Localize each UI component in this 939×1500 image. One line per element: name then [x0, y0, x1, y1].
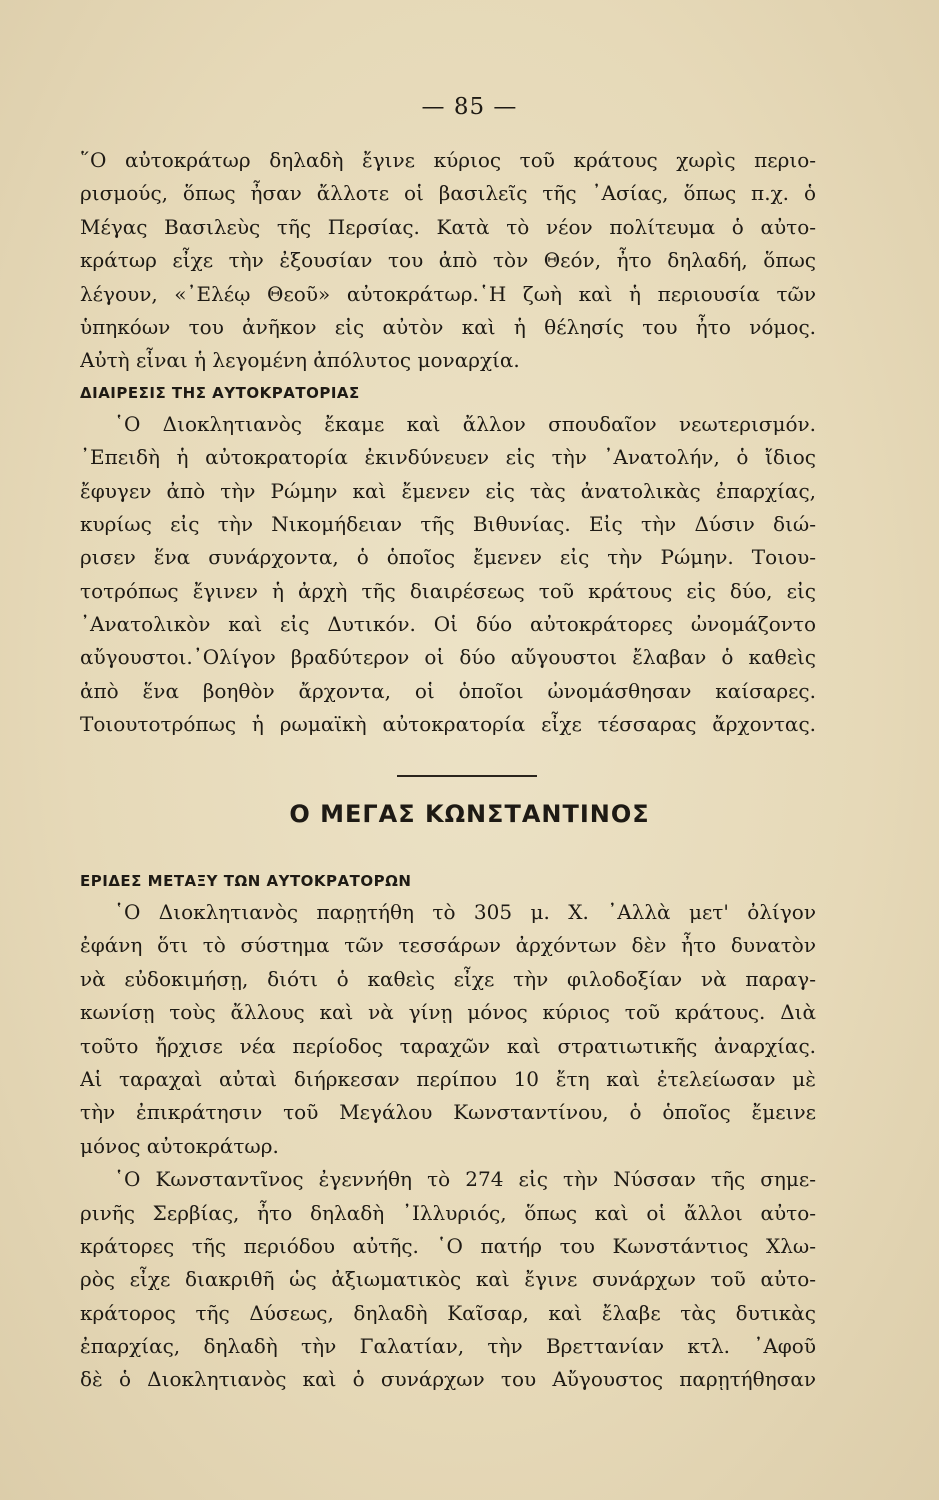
text-line: ἐφάνη ὅτι τὸ σύστημα τῶν τεσσάρων ἀρχόντων δὲν ἦτο δυνατὸν — [80, 933, 816, 958]
text-line: Αἱ ταραχαὶ αὐταὶ διήρκεσαν περίπου 10 ἔτη καὶ ἐτελείωσαν μὲ — [80, 1066, 816, 1091]
page-number: — 85 — — [421, 94, 518, 120]
text-line: δὲ ὁ Διοκλητιανὸς καὶ ὁ συνάρχων του Αὔγουστος παρῃτήθησαν — [80, 1367, 816, 1392]
text-line: κράτορος τῆς Δύσεως, δηλαδὴ Καῖσαρ, καὶ ἔλαβε τὰς δυτικὰς — [80, 1300, 816, 1325]
text-line: ἔφυγεν ἀπὸ τὴν Ρώμην καὶ ἔμενεν εἰς τὰς ἀνατολικὰς ἐπαρχίας, — [80, 478, 816, 503]
text-line: Αὐτὴ εἶναι ἡ λεγομένη ἀπόλυτος μοναρχία. — [80, 348, 520, 373]
chapter-title: Ο ΜΕΓΑΣ ΚΩΝΣΤΑΝΤΙΝΟΣ — [289, 800, 650, 828]
text-line: ρισεν ἕνα συνάρχοντα, ὁ ὁποῖος ἔμενεν εἰς τὴν Ρώμην. Τοιου- — [80, 545, 816, 570]
text-line: τὴν ἐπικράτησιν τοῦ Μεγάλου Κωνσταντίνου, ὁ ὁποῖος ἔμεινε — [80, 1100, 816, 1125]
text-line: ἀπὸ ἕνα βοηθὸν ἄρχοντα, οἱ ὁποῖοι ὠνομάσθησαν καίσαρες. — [80, 678, 816, 703]
text-line: Μέγας Βασιλεὺς τῆς Περσίας. Κατὰ τὸ νέον πολίτευμα ὁ αὐτο- — [80, 214, 816, 239]
text-line: Τοιουτοτρόπως ἡ ρωμαϊκὴ αὐτοκρατορία εἶχε τέσσαρας ἄρχοντας. — [80, 712, 816, 737]
text-line: ἐπαρχίας, δηλαδὴ τὴν Γαλατίαν, τὴν Βρεττανίαν κτλ. ᾿Αφοῦ — [80, 1334, 816, 1359]
text-line: ῾Ο Κωνσταντῖνος ἐγεννήθη τὸ 274 εἰς τὴν Νύσσαν τῆς σημε- — [114, 1167, 816, 1192]
text-line: κωνίσῃ τοὺς ἄλλους καὶ νὰ γίνῃ μόνος κύριος τοῦ κράτους. Διὰ — [80, 1000, 816, 1025]
section-autocracy — [80, 144, 816, 742]
text-line: κράτωρ εἶχε τὴν ἐξουσίαν του ἀπὸ τὸν Θεόν, ἦτο δηλαδή, ὅπως — [80, 248, 816, 273]
text-line: ρισμούς, ὅπως ἦσαν ἄλλοτε οἱ βασιλεῖς τῆς ᾿Ασίας, ὅπως π.χ. ὁ — [80, 181, 816, 206]
text-line: αὔγουστοι.᾿Ολίγον βραδύτερον οἱ δύο αὔγουστοι ἔλαβαν ὁ καθεὶς — [80, 645, 816, 670]
text-line: ῾Ο Διοκλητιανὸς ἔκαμε καὶ ἄλλον σπουδαῖον νεωτερισμόν. — [114, 411, 816, 436]
text-line: κυρίως εἰς τὴν Νικομήδειαν τῆς Βιθυνίας. Εἰς τὴν Δύσιν διώ- — [80, 511, 816, 536]
text-line: ρινῆς Σερβίας, ἦτο δηλαδὴ ᾿Ιλλυριός, ὅπως καὶ οἱ ἄλλοι αὐτο- — [80, 1200, 816, 1225]
text-line: τοῦτο ἤρχισε νέα περίοδος ταραχῶν καὶ στρατιωτικῆς ἀναρχίας. — [80, 1033, 816, 1058]
section-subheading: ΕΡΙΔΕΣ ΜΕΤΑΞΥ ΤΩΝ ΑΥΤΟΚΡΑΤΟΡΩΝ — [80, 872, 412, 890]
text-line: μόνος αὐτοκράτωρ. — [80, 1133, 279, 1158]
text-line: τοτρόπως ἔγινεν ἡ ἀρχὴ τῆς διαιρέσεως τοῦ κράτους εἰς δύο, εἰς — [80, 578, 816, 603]
text-line: ρὸς εἶχε διακριθῆ ὡς ἀξιωματικὸς καὶ ἔγινε συνάρχων τοῦ αὐτο- — [80, 1267, 816, 1292]
text-line: ὑπηκόων του ἀνῆκον εἰς αὐτὸν καὶ ἡ θέλησίς του ἦτο νόμος. — [80, 314, 816, 339]
text-line: λέγουν, «᾿Ελέῳ Θεοῦ» αὐτοκράτωρ.῾Η ζωὴ καὶ ἡ περιουσία τῶν — [80, 281, 816, 306]
section-subheading: ΔΙΑΙΡΕΣΙΣ ΤΗΣ ΑΥΤΟΚΡΑΤΟΡΙΑΣ — [80, 383, 360, 402]
section-divider — [397, 775, 537, 777]
text-line: ῾Ο Διοκλητιανὸς παρῃτήθη τὸ 305 μ. Χ. ᾿Αλλὰ μετ' ὀλίγον — [114, 900, 816, 924]
text-line: ᾿Επειδὴ ἡ αὐτοκρατορία ἐκινδύνευεν εἰς τὴν ᾿Ανατολήν, ὁ ἴδιος — [80, 445, 816, 470]
section-constantine — [80, 866, 816, 1397]
text-line: κράτορες τῆς περιόδου αὐτῆς. ῾Ο πατήρ του Κωνστάντιος Χλω- — [80, 1233, 816, 1258]
text-line: ᾿Ανατολικὸν καὶ εἰς Δυτικόν. Οἱ δύο αὐτοκράτορες ὠνομάζοντο — [80, 612, 816, 637]
text-line: ῞Ο αὐτοκράτωρ δηλαδὴ ἔγινε κύριος τοῦ κράτους χωρὶς περιο- — [80, 148, 816, 172]
text-line: νὰ εὐδοκιμήσῃ, διότι ὁ καθεὶς εἶχε τὴν φιλοδοξίαν νὰ παραγ- — [80, 966, 816, 991]
